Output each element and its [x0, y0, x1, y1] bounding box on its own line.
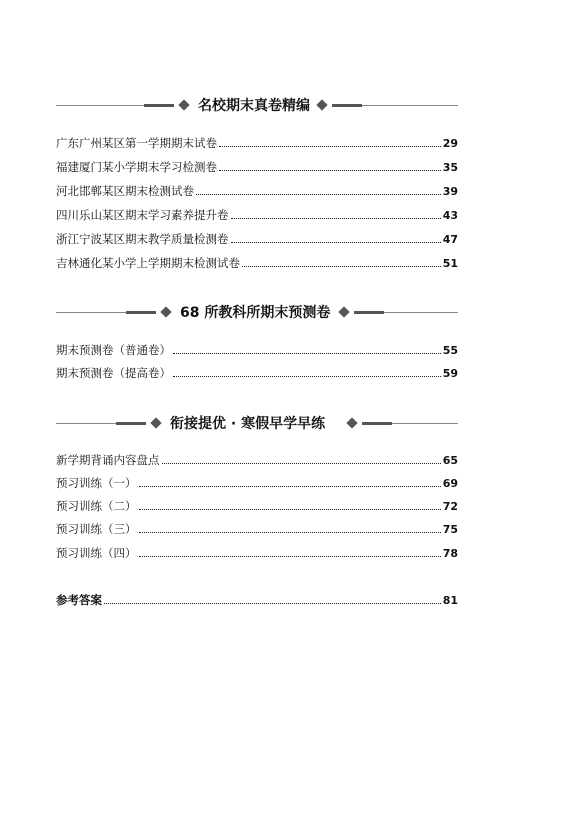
section-title: 68 所教科所期末预测卷 [180, 305, 331, 321]
toc-entry-label: 福建厦门某小学期末学习检测卷 [56, 160, 217, 174]
toc-entry[interactable] [56, 452, 458, 468]
toc-entry[interactable] [56, 183, 458, 199]
toc-entry-label: 新学期背诵内容盘点 [56, 453, 160, 467]
dot-leader [104, 602, 441, 604]
section-title: 名校期末真卷精编 [198, 98, 310, 114]
toc-entry-label: 预习训练（三） [56, 522, 137, 536]
toc-entry[interactable] [56, 159, 458, 175]
toc-entry[interactable] [56, 475, 458, 491]
toc-entry-label: 预习训练（一） [56, 476, 137, 490]
toc-entry[interactable] [56, 255, 458, 271]
toc-entry-page: 47 [442, 233, 458, 246]
diamond-ornament-icon [160, 306, 171, 317]
header-rule-left [56, 105, 174, 106]
toc-entry-label: 预习训练（四） [56, 546, 137, 560]
toc-entry-label: 广东广州某区第一学期期末试卷 [56, 136, 217, 150]
header-rule-right [362, 423, 458, 424]
section-header-2 [56, 303, 458, 323]
toc-entry-page: 69 [442, 477, 458, 490]
toc-entry[interactable] [56, 231, 458, 247]
dot-leader [231, 217, 441, 219]
section-title: 衔接提优 · 寒假早学早练 [170, 416, 326, 432]
diamond-ornament-icon [316, 99, 327, 110]
toc-entry-page: 39 [442, 185, 458, 198]
toc-entry[interactable] [56, 365, 458, 381]
section-header-1 [56, 96, 458, 116]
toc-entry[interactable] [56, 207, 458, 223]
toc-entry-page: 75 [442, 523, 458, 536]
dot-leader [196, 193, 441, 195]
toc-entry-page: 29 [442, 137, 458, 150]
dot-leader [139, 555, 441, 557]
dot-leader [139, 485, 441, 487]
header-rule-right [332, 105, 458, 106]
toc-entry-answers[interactable] [56, 592, 458, 608]
diamond-ornament-icon [178, 99, 189, 110]
toc-entry-label: 期末预测卷（提高卷） [56, 366, 171, 380]
toc-entry-page: 72 [442, 500, 458, 513]
dot-leader [162, 462, 441, 464]
diamond-ornament-icon [338, 306, 349, 317]
toc-entry-label: 浙江宁波某区期末教学质量检测卷 [56, 232, 229, 246]
toc-entry-label: 吉林通化某小学上学期期末检测试卷 [56, 256, 240, 270]
toc-entry-page: 59 [442, 367, 458, 380]
toc-entry-page: 78 [442, 547, 458, 560]
toc-entry-label: 期末预测卷（普通卷） [56, 343, 171, 357]
dot-leader [173, 352, 441, 354]
toc-entry[interactable] [56, 521, 458, 537]
toc-entry-page: 51 [442, 257, 458, 270]
dot-leader [219, 145, 441, 147]
dot-leader [231, 241, 441, 243]
diamond-ornament-icon [346, 417, 357, 428]
toc-entry[interactable] [56, 135, 458, 151]
dot-leader [242, 265, 441, 267]
dot-leader [139, 508, 441, 510]
toc-entry-label: 河北邯郸某区期末检测试卷 [56, 184, 194, 198]
toc-entry-page: 55 [442, 344, 458, 357]
toc-entry[interactable] [56, 545, 458, 561]
section-header-3 [56, 414, 458, 434]
header-rule-left [56, 312, 156, 313]
toc-entry-page: 65 [442, 454, 458, 467]
diamond-ornament-icon [150, 417, 161, 428]
toc-entry-page: 43 [442, 209, 458, 222]
toc-entry-page: 35 [442, 161, 458, 174]
dot-leader [219, 169, 441, 171]
toc-entry-label: 参考答案 [56, 593, 102, 607]
toc-entry-page: 81 [442, 594, 458, 607]
header-rule-left [56, 423, 146, 424]
dot-leader [139, 531, 441, 533]
toc-entry[interactable] [56, 342, 458, 358]
toc-entry[interactable] [56, 498, 458, 514]
toc-entry-label: 四川乐山某区期末学习素养提升卷 [56, 208, 229, 222]
toc-entry-label: 预习训练（二） [56, 499, 137, 513]
dot-leader [173, 375, 441, 377]
header-rule-right [354, 312, 458, 313]
